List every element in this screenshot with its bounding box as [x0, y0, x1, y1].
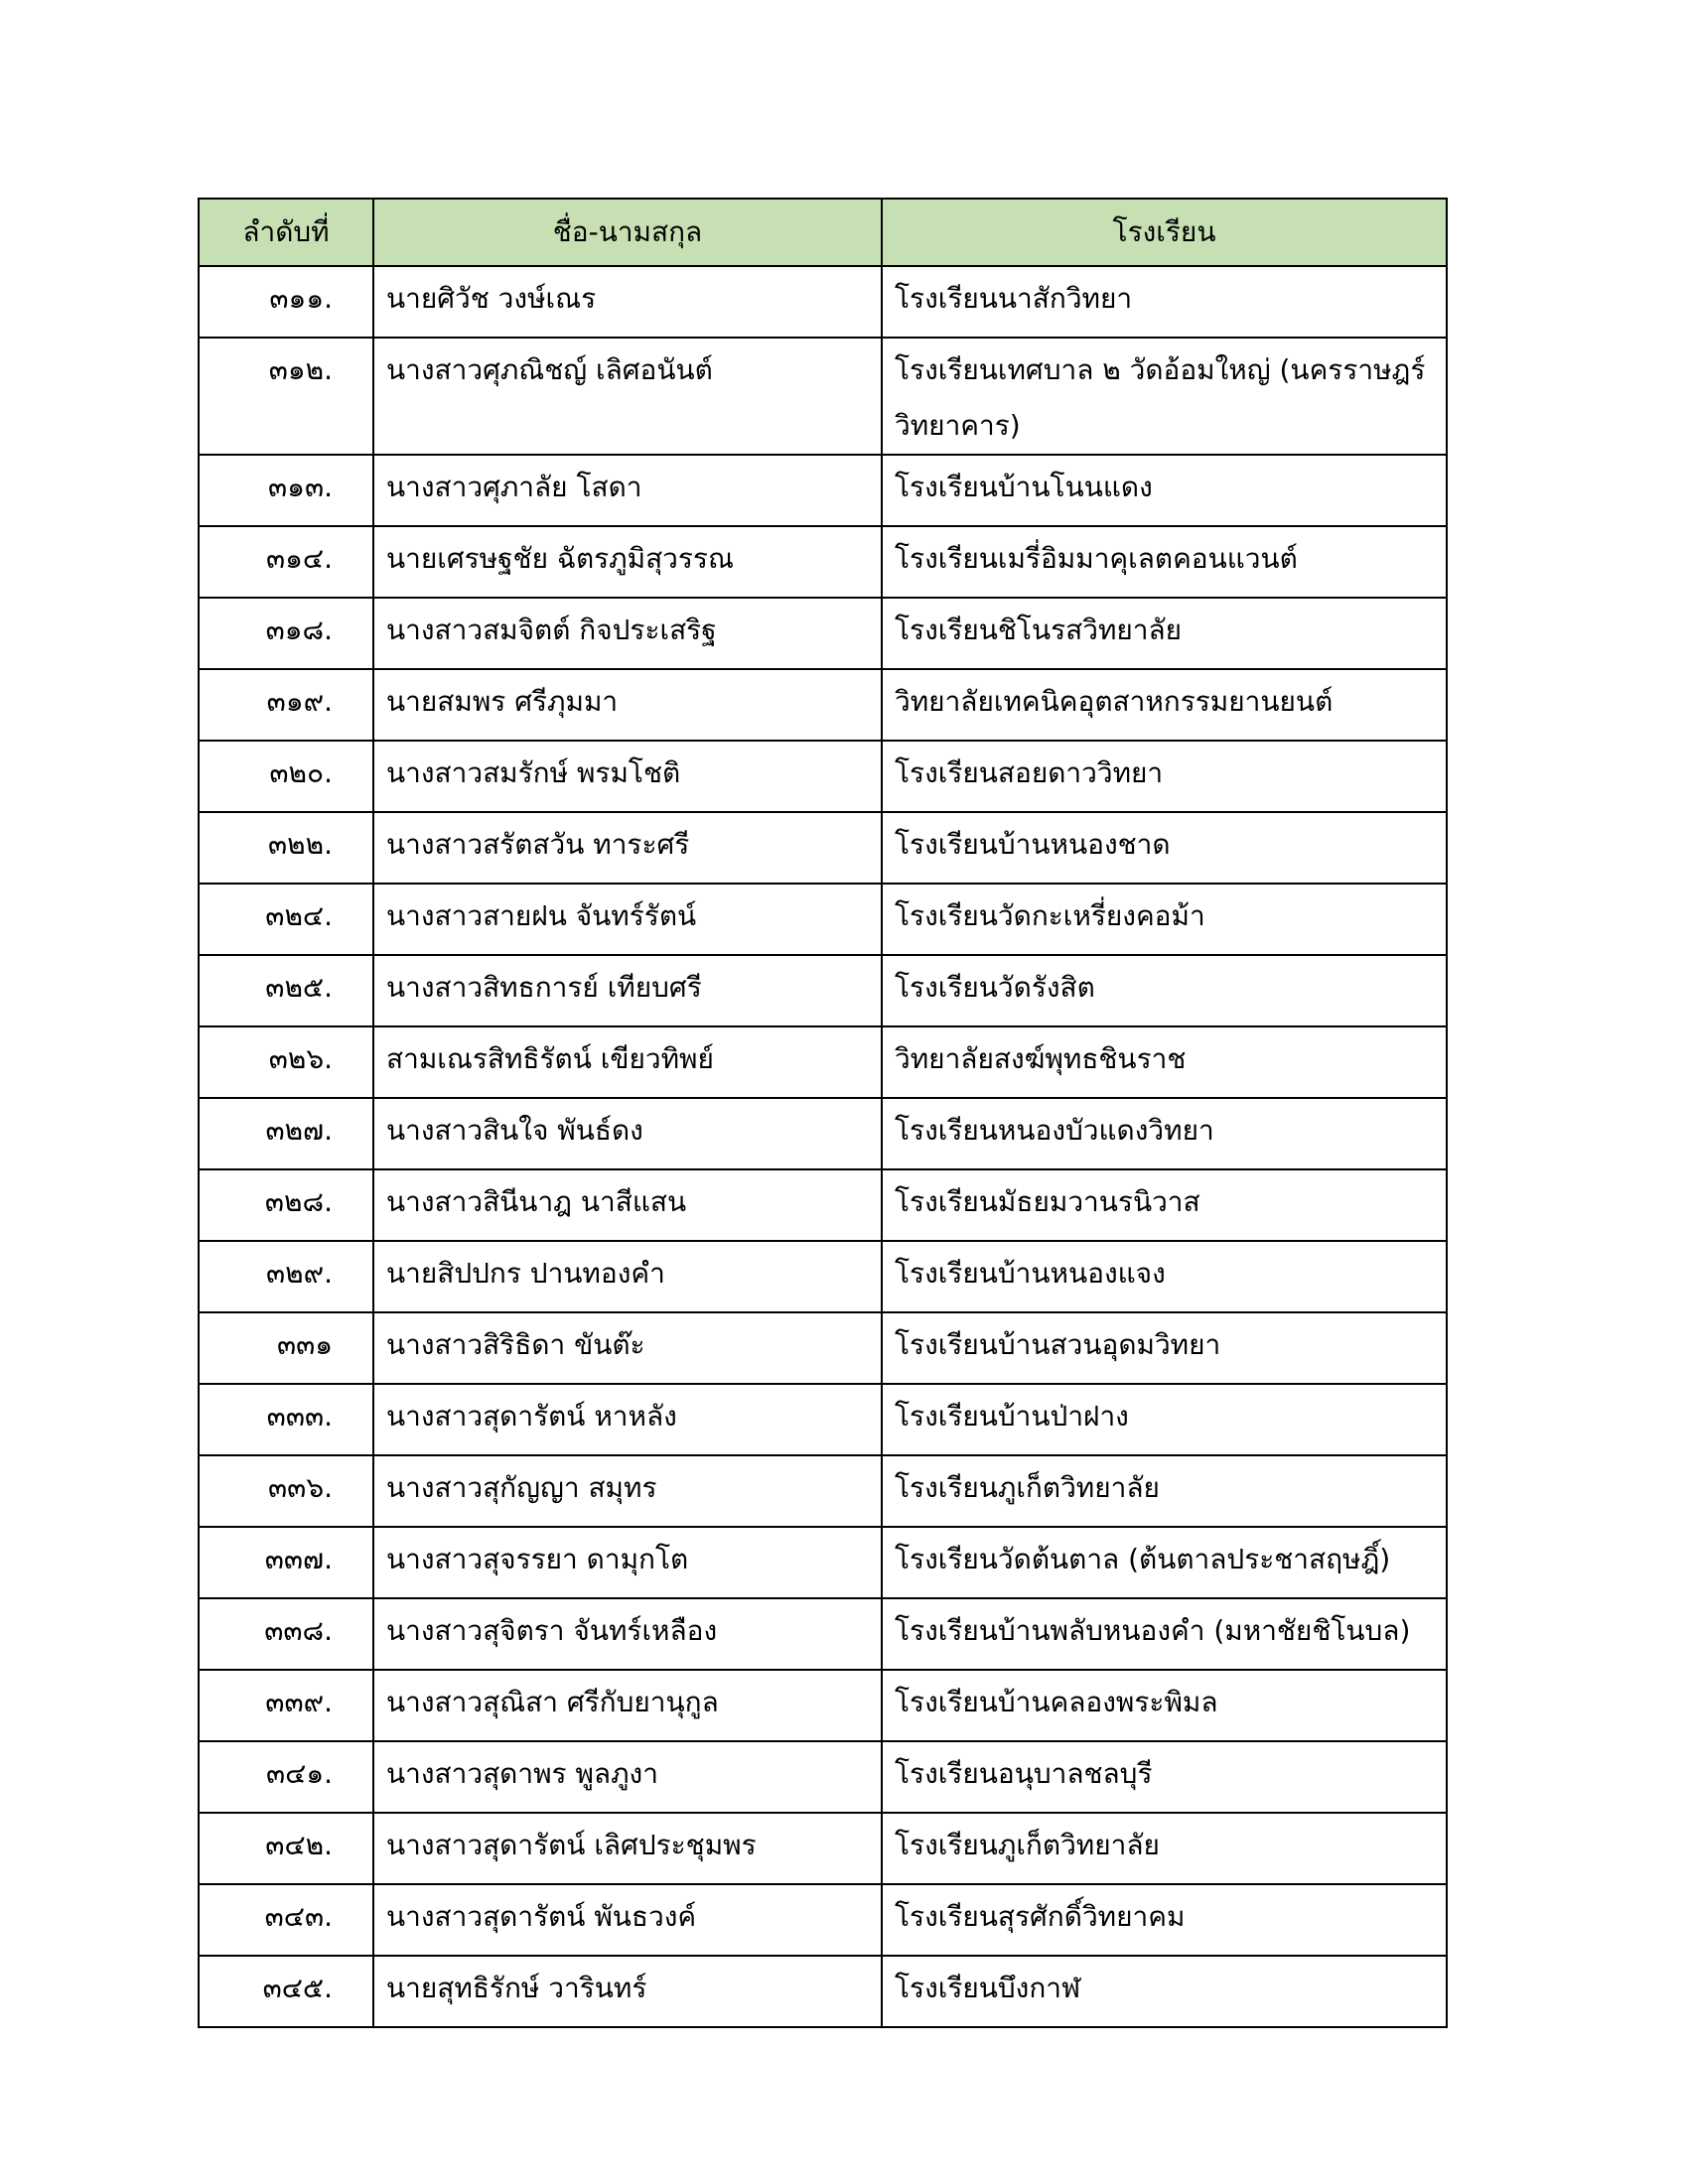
- row-school: โรงเรียนสอยดาววิทยา: [882, 741, 1447, 812]
- header-name: ชื่อ-นามสกุล: [373, 199, 882, 266]
- row-number: ๓๔๑.: [199, 1741, 373, 1813]
- table-row: [199, 1956, 1447, 2027]
- table-row: [199, 1169, 1447, 1241]
- row-school: โรงเรียนนาสักวิทยา: [882, 266, 1447, 338]
- row-school: โรงเรียนหนองบัวแดงวิทยา: [882, 1098, 1447, 1169]
- table-row: [199, 526, 1447, 598]
- row-number: ๓๑๒.: [199, 338, 373, 455]
- table-row: [199, 1098, 1447, 1169]
- row-school: โรงเรียนบ้านโนนแดง: [882, 455, 1447, 526]
- row-number: ๓๑๘.: [199, 598, 373, 669]
- row-name: นายสุทธิรักษ์ วารินทร์: [373, 1956, 882, 2027]
- row-name: นางสาวสินใจ พันธ์ดง: [373, 1098, 882, 1169]
- row-number: ๓๔๓.: [199, 1884, 373, 1956]
- table-row: [199, 1598, 1447, 1670]
- row-number: ๓๑๓.: [199, 455, 373, 526]
- table-row: [199, 955, 1447, 1026]
- row-name: นางสาวสรัตสวัน ทาระศรี: [373, 812, 882, 884]
- row-number: ๓๑๑.: [199, 266, 373, 338]
- row-name: นายศิวัช วงษ์เณร: [373, 266, 882, 338]
- row-school: วิทยาลัยสงฆ์พุทธชินราช: [882, 1026, 1447, 1098]
- table-row: [199, 669, 1447, 741]
- row-school: โรงเรียนบึงกาฬ: [882, 1956, 1447, 2027]
- row-name: นายเศรษฐชัย ฉัตรภูมิสุวรรณ: [373, 526, 882, 598]
- table-row: [199, 1241, 1447, 1312]
- row-school: โรงเรียนวัดต้นตาล (ต้นตาลประชาสฤษฎิ์): [882, 1527, 1447, 1598]
- row-school: โรงเรียนบ้านสวนอุดมวิทยา: [882, 1312, 1447, 1384]
- row-school: โรงเรียนวัดกะเหรี่ยงคอม้า: [882, 884, 1447, 955]
- row-name: นางสาวสุกัญญา สมุทร: [373, 1455, 882, 1527]
- row-number: ๓๓๓.: [199, 1384, 373, 1455]
- row-number: ๓๑๙.: [199, 669, 373, 741]
- row-school: วิทยาลัยเทคนิคอุตสาหกรรมยานยนต์: [882, 669, 1447, 741]
- row-name: นางสาวสุดารัตน์ พันธวงค์: [373, 1884, 882, 1956]
- row-number: ๓๒๔.: [199, 884, 373, 955]
- row-number: ๓๒๘.: [199, 1169, 373, 1241]
- table-row: [199, 598, 1447, 669]
- row-school: โรงเรียนบ้านคลองพระพิมล: [882, 1670, 1447, 1741]
- row-name: นางสาวสุดารัตน์ เลิศประชุมพร: [373, 1813, 882, 1884]
- row-name: นางสาวศุภาลัย โสดา: [373, 455, 882, 526]
- row-number: ๓๒๗.: [199, 1098, 373, 1169]
- row-name: นางสาวสิทธการย์ เทียบศรี: [373, 955, 882, 1026]
- row-name: นางสาวสุจิตรา จันทร์เหลือง: [373, 1598, 882, 1670]
- row-name: สามเณรสิทธิรัตน์ เขียวทิพย์: [373, 1026, 882, 1098]
- row-school: โรงเรียนอนุบาลชลบุรี: [882, 1741, 1447, 1813]
- table-row: [199, 455, 1447, 526]
- row-school: โรงเรียนเมรี่อิมมาคุเลตคอนแวนต์: [882, 526, 1447, 598]
- table-row: [199, 1026, 1447, 1098]
- table-row: [199, 812, 1447, 884]
- row-name: นางสาวสุดารัตน์ หาหลัง: [373, 1384, 882, 1455]
- row-school: โรงเรียนภูเก็ตวิทยาลัย: [882, 1813, 1447, 1884]
- table-row: [199, 1884, 1447, 1956]
- table-row: [199, 338, 1447, 455]
- row-school: โรงเรียนบ้านป่าฝาง: [882, 1384, 1447, 1455]
- row-name: นางสาวสุจรรยา ดามุกโต: [373, 1527, 882, 1598]
- row-name: นางสาวสินีนาฎ นาสีแสน: [373, 1169, 882, 1241]
- table-row: [199, 1527, 1447, 1598]
- row-name: นางสาวศุภณิชญ์ เลิศอนันต์: [373, 338, 882, 455]
- table-row: [199, 741, 1447, 812]
- table-header-row: [199, 199, 1447, 266]
- row-number: ๓๒๒.: [199, 812, 373, 884]
- row-school: โรงเรียนชิโนรสวิทยาลัย: [882, 598, 1447, 669]
- row-school: โรงเรียนมัธยมวานรนิวาส: [882, 1169, 1447, 1241]
- row-school: โรงเรียนเทศบาล ๒ วัดอ้อมใหญ่ (นครราษฎร์วิทยาคาร): [882, 338, 1447, 455]
- row-number: ๓๔๒.: [199, 1813, 373, 1884]
- row-number: ๓๒๕.: [199, 955, 373, 1026]
- row-number: ๓๓๙.: [199, 1670, 373, 1741]
- row-number: ๓๒๐.: [199, 741, 373, 812]
- roster-table: [198, 198, 1448, 2028]
- table-row: [199, 1455, 1447, 1527]
- row-school: โรงเรียนสุรศักดิ์วิทยาคม: [882, 1884, 1447, 1956]
- table-row: [199, 1741, 1447, 1813]
- row-name: นางสาวสมจิตต์ กิจประเสริฐ: [373, 598, 882, 669]
- row-number: ๓๓๗.: [199, 1527, 373, 1598]
- row-number: ๓๑๔.: [199, 526, 373, 598]
- row-name: นางสาวสุดาพร พูลภูงา: [373, 1741, 882, 1813]
- row-name: นางสาวสิริธิดา ขันต๊ะ: [373, 1312, 882, 1384]
- row-name: นางสาวสายฝน จันทร์รัตน์: [373, 884, 882, 955]
- row-number: ๓๓๑: [199, 1312, 373, 1384]
- table-row: [199, 1670, 1447, 1741]
- row-number: ๓๒๙.: [199, 1241, 373, 1312]
- row-name: นายสมพร ศรีภุมมา: [373, 669, 882, 741]
- row-name: นางสาวสุณิสา ศรีกับยานุกูล: [373, 1670, 882, 1741]
- row-number: ๓๒๖.: [199, 1026, 373, 1098]
- table-row: [199, 1813, 1447, 1884]
- table-row: [199, 1312, 1447, 1384]
- table-row: [199, 884, 1447, 955]
- row-name: นางสาวสมรักษ์ พรมโชติ: [373, 741, 882, 812]
- row-school: โรงเรียนบ้านหนองแจง: [882, 1241, 1447, 1312]
- row-school: โรงเรียนภูเก็ตวิทยาลัย: [882, 1455, 1447, 1527]
- row-name: นายสิปปกร ปานทองคำ: [373, 1241, 882, 1312]
- row-number: ๓๓๘.: [199, 1598, 373, 1670]
- row-number: ๓๓๖.: [199, 1455, 373, 1527]
- row-school: โรงเรียนบ้านหนองชาด: [882, 812, 1447, 884]
- row-school: โรงเรียนวัดรังสิต: [882, 955, 1447, 1026]
- row-number: ๓๔๕.: [199, 1956, 373, 2027]
- table-row: [199, 266, 1447, 338]
- table-row: [199, 1384, 1447, 1455]
- header-number: ลำดับที่: [199, 199, 373, 266]
- row-school: โรงเรียนบ้านพลับหนองคำ (มหาชัยชิโนบล): [882, 1598, 1447, 1670]
- header-school: โรงเรียน: [882, 199, 1447, 266]
